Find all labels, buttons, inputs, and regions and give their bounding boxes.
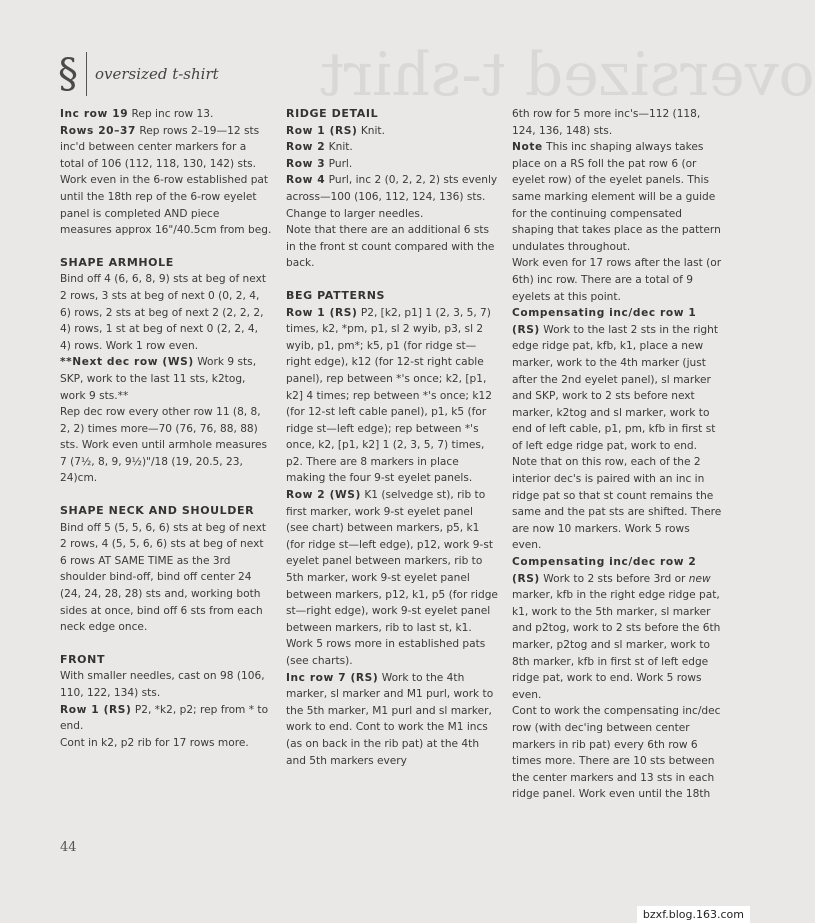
row-label: Compensating inc/dec row 2 (RS)	[512, 556, 697, 585]
row-text: This inc shaping always takes place on a RS foll the pat row 6 (or eyelet row) of the eyelet panels. This same marking element will be a guide for the continuing compensated shaping that takes place as the pattern undulates throughout.	[512, 141, 721, 253]
paragraph	[286, 487, 498, 670]
paragraph: Rep dec row every other row 11 (8, 8, 2, 2) times more—70 (76, 76, 88, 88) sts. Work even until armhole measures 7 (7½, 8, 9, 9½)"/18 (19, 20.5, 23, 24)cm.	[60, 406, 268, 485]
paragraph: 6th row for 5 more inc's—112 (118, 124, 136, 148) sts.	[512, 108, 701, 137]
column-3	[512, 106, 722, 803]
paragraph: With smaller needles, cast on 98 (106, 110, 122, 134) sts.	[60, 670, 265, 699]
header-divider	[86, 52, 87, 96]
row-text: Knit.	[357, 124, 385, 137]
section-symbol-icon: §	[58, 51, 78, 97]
paragraph	[512, 139, 722, 255]
paragraph	[286, 670, 498, 770]
paragraph	[512, 305, 722, 554]
section-heading-front: FRONT	[60, 652, 106, 666]
row-label: Row 4	[286, 174, 326, 187]
paragraph	[286, 172, 498, 205]
row-label: Note	[512, 141, 543, 154]
row-text-emphasis: new	[688, 572, 711, 585]
paragraph	[60, 702, 272, 735]
paragraph: Cont in k2, p2 rib for 17 rows more.	[60, 736, 249, 749]
section-heading-ridge: RIDGE DETAIL	[286, 107, 379, 120]
section-heading-beg-patterns: BEG PATTERNS	[286, 288, 386, 302]
row-label: Inc row 19	[60, 108, 129, 120]
page-title: oversized t-shirt	[95, 65, 219, 83]
row-label: Row 1 (RS)	[286, 124, 358, 137]
section-heading-armhole: SHAPE ARMHOLE	[60, 255, 174, 269]
row-text: marker, kfb in the right edge ridge pat, k1, work to the 5th marker, sl marker and p2tog, work to 2 sts before the 6th marker, p2tog and sl marker, work to 8th marker, kfb in first st of left edge ridge pat, work to end. Work 5 rows even.	[512, 589, 721, 701]
paragraph: Bind off 5 (5, 5, 6, 6) sts at beg of next 2 rows, 4 (5, 5, 6, 6) sts at beg of next 6 rows AT SAME TIME as the 3rd shoulder bind-off, bind off center 24 (24, 24, 28, 28) sts and, working both sides at once, bind off 6 sts from each neck edge once.	[60, 521, 267, 634]
row-label: Row 2 (WS)	[286, 489, 361, 502]
row-text: Rep rows 2–19—12 sts inc'd between center markers for a total of 106 (112, 118, 130, 142) sts. Work even in the 6-row established pat until the 18th rep of the 6-row eyelet panel is completed AND piece measures approx 16"/40.5cm from beg.	[60, 124, 272, 237]
paragraph	[286, 305, 498, 488]
paragraph	[60, 354, 272, 404]
row-label: Row 1 (RS)	[60, 703, 132, 716]
section-heading-neck: SHAPE NECK AND SHOULDER	[60, 504, 255, 518]
paragraph: Change to larger needles.	[286, 207, 424, 220]
row-text: Work 9 sts, SKP, work to the last 11 sts, k2tog, work 9 sts.**	[60, 356, 257, 402]
row-label: Rows 20–37	[60, 124, 136, 137]
column-1	[60, 106, 272, 751]
bleed-through-title: oversized t-shirt	[320, 40, 815, 110]
row-text: Purl.	[325, 157, 353, 170]
row-text: Work to 2 sts before 3rd or	[539, 572, 689, 585]
row-text: Knit.	[325, 141, 353, 154]
paragraph	[60, 106, 272, 123]
paragraph: Cont to work the compensating inc/dec row (with dec'ing between center markers in rib pat) every 6th row 6 times more. There are 10 sts between the center markers and 13 sts in each ridge panel. Work even until the 18th	[512, 705, 721, 801]
row-text: Work to the last 2 sts in the right edge ridge pat, kfb, k1, place a new marker, work to the 4th marker (just after the 2nd eyelet panel), sl marker and SKP, work to 2 sts before next marker, k2tog and sl marker, work to end of left cable, p1, pm, kfb in first st of left edge ridge pat, work to end. Note that on this row, each of the 2 interior dec's is paired with an inc in ridge pat so that st count remains the same and the pat sts are shifted. There are now 10 markers. Work 5 rows even.	[512, 323, 722, 552]
paragraph	[60, 123, 272, 239]
paragraph: Bind off 4 (6, 6, 8, 9) sts at beg of next 2 rows, 3 sts at beg of next 0 (0, 2, 4, 6) rows, 2 sts at beg of next 2 (2, 2, 2, 4) rows, 1 st at beg of next 0 (2, 2, 4, 4) rows. Work 1 row even.	[60, 273, 267, 352]
column-2	[286, 106, 498, 769]
page-number: 44	[60, 840, 77, 855]
paragraph: Note that there are an additional 6 sts in the front st count compared with the back.	[286, 224, 495, 270]
row-label: Row 2	[286, 141, 326, 154]
paragraph	[286, 139, 498, 156]
row-label: Row 3	[286, 157, 326, 170]
page-header	[58, 52, 219, 96]
row-text: Purl, inc 2 (0, 2, 2, 2) sts evenly across—100 (106, 112, 124, 136) sts.	[286, 174, 498, 203]
row-text: Work to the 4th marker, sl marker and M1 purl, work to the 5th marker, M1 purl and sl marker, work to end. Cont to work the M1 incs (as on back in the rib pat) at the 4th and 5th markers every	[286, 671, 494, 767]
row-text: Rep inc row 13.	[128, 108, 214, 120]
watermark: bzxf.blog.163.com	[637, 906, 750, 923]
row-text: K1 (selvedge st), rib to first marker, work 9-st eyelet panel (see chart) between markers, p5, k1 (for ridge st—left edge), p12, work 9-st eyelet panel between markers, rib to 5th marker, work 9-st eyelet panel between markers, p12, k1, p5 (for ridge st—right edge), work 9-st eyelet panel between markers, rib to last st, k1. Work 5 rows more in established pats (see charts).	[286, 489, 498, 667]
row-label: Compensating inc/dec row 1 (RS)	[512, 307, 697, 336]
row-text: P2, *k2, p2; rep from * to end.	[60, 703, 269, 733]
row-label: **Next dec row (WS)	[60, 356, 194, 369]
paragraph	[286, 123, 498, 140]
paragraph	[286, 156, 498, 173]
row-label: Row 1 (RS)	[286, 306, 358, 319]
paragraph	[512, 554, 722, 703]
row-text: P2, [k2, p1] 1 (2, 3, 5, 7) times, k2, *pm, p1, sl 2 wyib, p3, sl 2 wyib, p1, pm*; k5, p1 (for ridge st—right edge), k12 (for 12-st right cable panel), rep between *'s once; k2, [p1, k2] 4 times; rep between *'s once; k12 (for 12-st left cable panel), p1, k5 (for ridge st—left edge); rep between *'s once, k2, [p1, k2] 1 (2, 3, 5, 7) times, p2. There are 8 markers in place making the four 9-st eyelet panels.	[286, 306, 492, 485]
paragraph: Work even for 17 rows after the last (or 6th) inc row. There are a total of 9 eyelets at this point.	[512, 257, 722, 303]
row-label: Inc row 7 (RS)	[286, 671, 379, 684]
